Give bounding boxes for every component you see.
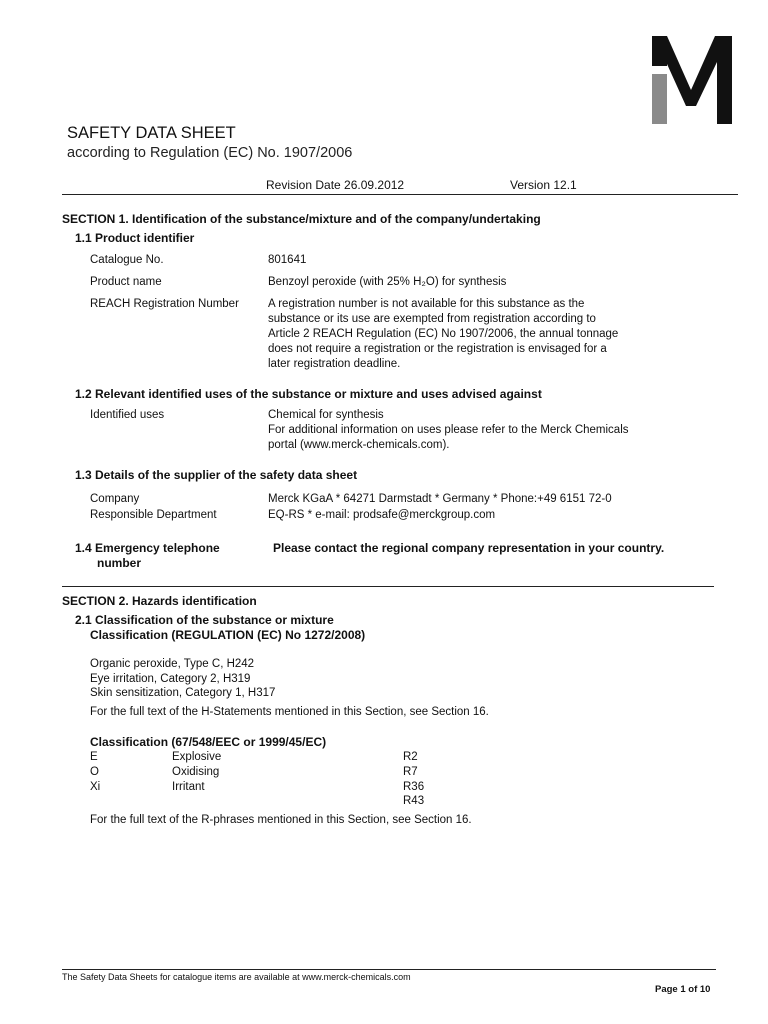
s14-heading-cont: number <box>97 556 142 570</box>
dsd-name: Irritant <box>172 781 205 793</box>
clp-heading: Classification (REGULATION (EC) No 1272/2008) <box>90 628 366 642</box>
dsd-name: Oxidising <box>172 766 220 778</box>
company-value: Merck KGaA * 64271 Darmstadt * Germany * Phone:+49 6151 72-0 <box>268 493 612 505</box>
document-title: SAFETY DATA SHEET <box>67 124 236 142</box>
s21-heading: 2.1 Classification of the substance or mixture <box>75 613 334 627</box>
dsd-symbol: O <box>90 766 99 778</box>
merck-logo <box>652 36 732 124</box>
s14-heading: 1.4 Emergency telephone <box>75 541 220 555</box>
dsd-r-phrase: R7 <box>403 766 418 778</box>
clp-item: Organic peroxide, Type C, H242 <box>90 658 255 670</box>
document-subtitle: according to Regulation (EC) No. 1907/2006 <box>67 145 353 161</box>
header-divider <box>62 194 738 195</box>
logo-left-bar-dot <box>652 74 667 124</box>
revision-date: Revision Date 26.09.2012 <box>266 178 405 192</box>
reach-label: REACH Registration Number <box>90 298 239 310</box>
page-number: Page 1 of 10 <box>655 984 711 995</box>
company-label: Company <box>90 493 140 505</box>
reach-value-line: does not require a registration or the registration is envisaged for a <box>268 343 607 355</box>
clp-item: Eye irritation, Category 2, H319 <box>90 673 251 685</box>
product-name-value: Benzoyl peroxide (with 25% H₂O) for synthesis <box>268 276 507 288</box>
identified-uses-label: Identified uses <box>90 409 165 421</box>
clp-note: For the full text of the H-Statements mentioned in this Section, see Section 16. <box>90 706 489 718</box>
reach-value-line: A registration number is not available for this substance as the <box>268 298 585 310</box>
dsd-symbol: Xi <box>90 781 101 793</box>
s13-heading: 1.3 Details of the supplier of the safety data sheet <box>75 468 358 482</box>
reach-value-line: Article 2 REACH Regulation (EC) No 1907/2006, the annual tonnage <box>268 328 619 340</box>
identified-uses-line: Chemical for synthesis <box>268 409 384 421</box>
section1-heading: SECTION 1. Identification of the substance/mixture and of the company/undertaking <box>62 212 541 226</box>
dsd-name: Explosive <box>172 751 222 763</box>
s11-heading: 1.1 Product identifier <box>75 231 195 245</box>
s12-heading: 1.2 Relevant identified uses of the substance or mixture and uses advised against <box>75 387 542 401</box>
dsd-r-phrase: R43 <box>403 795 425 807</box>
reach-value-line: later registration deadline. <box>268 358 401 370</box>
dsd-symbol: E <box>90 751 98 763</box>
department-label: Responsible Department <box>90 509 217 521</box>
identified-uses-line: portal (www.merck-chemicals.com). <box>268 439 450 451</box>
dsd-r-phrase: R36 <box>403 781 425 793</box>
catalogue-label: Catalogue No. <box>90 254 164 266</box>
version: Version 12.1 <box>510 178 577 192</box>
emergency-value: Please contact the regional company representation in your country. <box>273 541 665 555</box>
dsd-note: For the full text of the R-phrases mentioned in this Section, see Section 16. <box>90 814 472 826</box>
catalogue-value: 801641 <box>268 254 307 266</box>
section-divider <box>62 586 714 587</box>
footer-note: The Safety Data Sheets for catalogue items are available at www.merck-chemicals.com <box>62 972 411 982</box>
identified-uses-line: For additional information on uses please refer to the Merck Chemicals <box>268 424 629 436</box>
product-name-label: Product name <box>90 276 162 288</box>
footer-divider <box>62 969 716 970</box>
department-value: EQ-RS * e-mail: prodsafe@merckgroup.com <box>268 509 496 521</box>
section2-heading: SECTION 2. Hazards identification <box>62 594 257 608</box>
clp-item: Skin sensitization, Category 1, H317 <box>90 687 276 699</box>
dsd-heading: Classification (67/548/EEC or 1999/45/EC) <box>90 735 327 749</box>
reach-value-line: substance or its use are exempted from registration according to <box>268 313 596 325</box>
dsd-r-phrase: R2 <box>403 751 418 763</box>
